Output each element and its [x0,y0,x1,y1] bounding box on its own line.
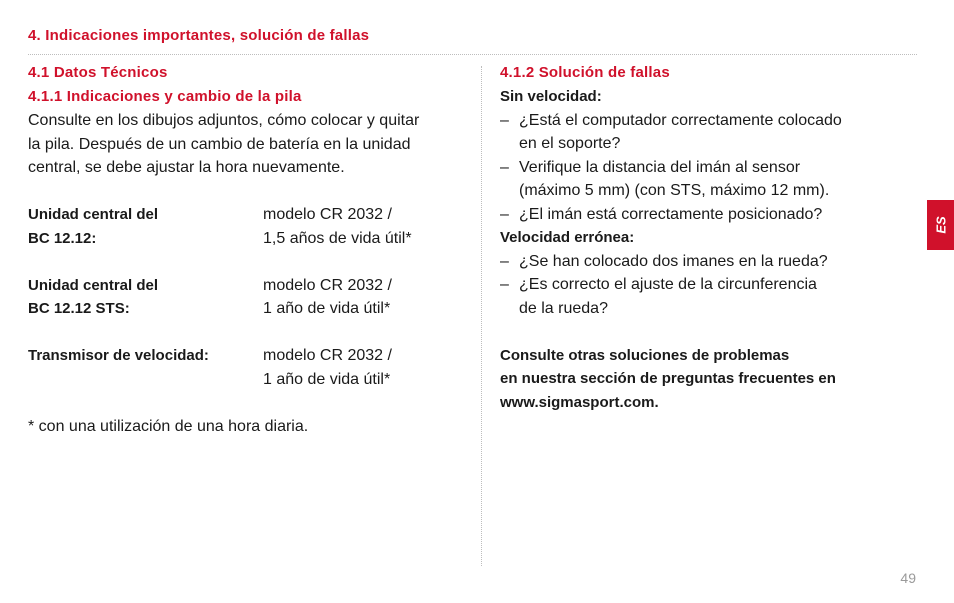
column-divider [481,66,482,566]
page-number: 49 [900,570,916,586]
language-tab-es[interactable] [927,200,954,250]
spec-row-bc1212 [28,203,473,250]
intro-line-1: Consulte en los dibujos adjuntos, cómo colocar y quitar [28,112,420,129]
spec-key-line2: BC 12.12 STS: [28,300,130,317]
list-item: – ¿El imán está correctamente posicionado? [500,205,823,223]
subsection-title-fallas: 4.1.2 Solución de fallas [500,64,670,81]
list-item: – Verifique la distancia del imán al sensor (máximo 5 mm) (con STS, máximo 12 mm). [500,158,830,199]
footnote: * con una utilización de una hora diaria. [28,417,309,435]
spec-value-line2: 1 año de vida útil* [263,370,391,388]
spec-row-transmisor [28,344,473,391]
spec-value-line1: modelo CR 2032 / [263,206,392,223]
top-divider [28,54,917,55]
spec-row-bc1212-sts [28,274,473,321]
spec-value-line2: 1,5 años de vida útil* [263,229,412,247]
intro-line-2: la pila. Después de un cambio de batería en la unidad [28,135,411,153]
list-item: – ¿Está el computador correctamente colocado en el soporte? [500,111,842,152]
spec-value-line1: modelo CR 2032 / [263,347,392,364]
spec-key-line1: Unidad central del [28,276,159,294]
spec-key-line2: BC 12.12: [28,229,97,247]
right-column [500,61,900,414]
section-title: 4. Indicaciones importantes, solución de fallas [28,27,370,44]
spec-key-line1: Transmisor de velocidad: [28,347,209,364]
subsection-title-pila: 4.1.1 Indicaciones y cambio de la pila [28,88,302,105]
more-solutions-line-1: Consulte otras soluciones de problemas [500,346,790,364]
language-tab-label: ES [933,216,948,234]
website-link[interactable]: www.sigmasport.com. [500,393,659,411]
spec-value-line2: 1 año de vida útil* [263,300,391,317]
list-item: – ¿Se han colocado dos imanes en la rueda? [500,252,828,270]
spec-value-line1: modelo CR 2032 / [263,276,392,294]
velocidad-erronea-title: Velocidad errónea: [500,229,635,246]
sin-velocidad-title: Sin velocidad: [500,88,602,105]
more-solutions-line-2: en nuestra sección de preguntas frecuentes en [500,370,836,387]
intro-line-3: central, se debe ajustar la hora nuevamente. [28,159,345,176]
left-column [28,61,473,438]
spec-key-line1: Unidad central del [28,206,159,223]
subsection-title-datos: 4.1 Datos Técnicos [28,64,168,81]
list-item: – ¿Es correcto el ajuste de la circunferencia de la rueda? [500,276,817,317]
